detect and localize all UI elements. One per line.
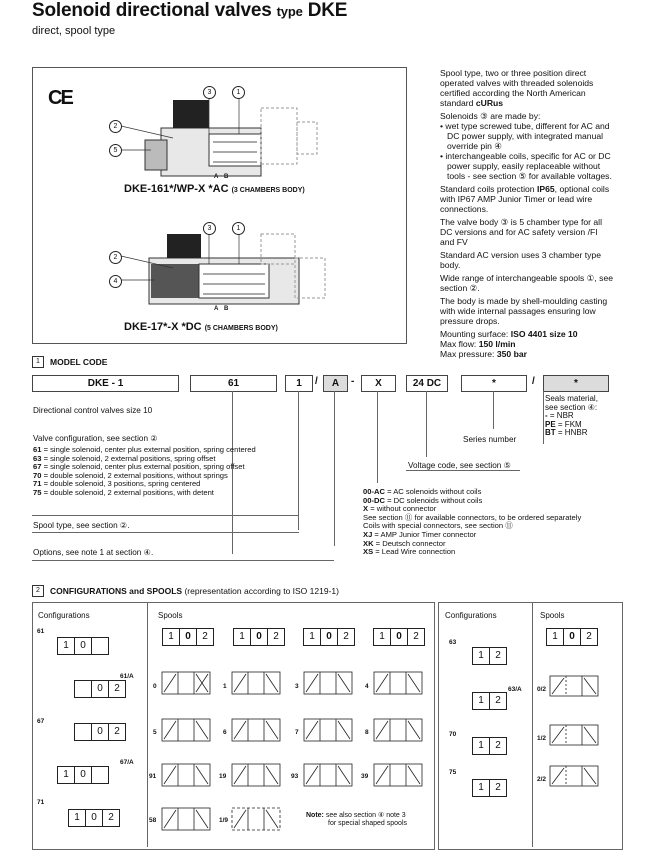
bottom-valve-drawing [121, 226, 325, 304]
connector-xk: XK = Deutsch connector [363, 538, 446, 548]
right-spools-label: Spools [540, 611, 565, 620]
callout-body: 3 [203, 86, 216, 99]
config-67-symbol: 0 2 [74, 723, 126, 741]
spool-6: 6 [223, 729, 227, 736]
spool-0: 0 [153, 683, 157, 690]
config-line-63: 63 = single solenoid, 2 external positions, spring offset [33, 453, 216, 463]
spool-3: 3 [295, 683, 299, 690]
separator-slash-2: / [532, 376, 535, 387]
config-61a-symbol: 0 2 [74, 680, 126, 698]
callout-coil: 5 [109, 144, 122, 157]
desc-flow: Max flow: 150 l/min [440, 339, 516, 349]
config-line-67: 67 = single solenoid, center plus external position, spring offset [33, 462, 245, 472]
port-a-label: A [214, 174, 219, 180]
callout-spool-bottom: 1 [232, 222, 245, 235]
description-text [440, 68, 613, 359]
spool-93: 93 [291, 773, 299, 780]
desc-pressure: Max pressure: 350 bar [440, 349, 527, 359]
left-spools-label: Spools [158, 611, 183, 620]
callout-solenoid: 2 [109, 120, 122, 133]
label-options: Options, see note 1 at section ④. [33, 548, 154, 557]
config-list [33, 446, 256, 498]
config-70-symbol: 1 2 [472, 737, 507, 755]
spool-header-box-right: 1 0 2 [546, 628, 598, 646]
config-61-symbol: 1 0 [57, 637, 109, 655]
code-box-dke: DKE - 1 [32, 375, 179, 392]
code-box-spool: 1 [285, 375, 313, 392]
connector-block [363, 488, 581, 557]
port-a-label-bottom: A [214, 306, 219, 312]
ce-mark: CE [48, 87, 72, 109]
config-75-symbol: 1 2 [472, 779, 507, 797]
desc-p1: Spool type, two or three position direct operated valves with threaded solenoids certified according the North American standard cURus [440, 68, 594, 108]
connector-xj: XJ = AMP Junior Timer connector [363, 529, 477, 539]
config-line-70: 70 = double solenoid, 2 external positions, without springs [33, 470, 228, 480]
model-code-heading: MODEL CODE [50, 357, 108, 367]
desc-p3: Standard coils protection IP65, optional coils with IP67 AMP Junior Timer or lead wire connections. [440, 184, 610, 214]
separator-dash: - [351, 376, 355, 387]
spool-header-box-2: 1 0 2 [233, 628, 285, 646]
config-63a-symbol: 1 2 [472, 692, 507, 710]
config-label-67a: 67/A [120, 759, 134, 766]
config-label-71: 71 [37, 799, 45, 806]
config-71-symbol: 1 0 2 [68, 809, 120, 827]
connector-note-1: See section ⑪ for available connectors, to be ordered separately [363, 512, 582, 522]
desc-bullet-2: • interchangeable coils, specific for AC or DC power supply, easily replaceable without tools - see section ⑤ for available voltages. [440, 151, 612, 181]
top-valve-drawing [121, 86, 317, 176]
callout-solenoid-bottom: 2 [109, 251, 122, 264]
top-figure-caption: DKE-161*/WP-X *AC (3 CHAMBERS BODY) [124, 183, 305, 195]
separator-slash-1: / [315, 376, 318, 387]
code-box-voltage: 24 DC [406, 375, 448, 392]
config-line-71: 71 = double solenoid, 3 positions, spring centered [33, 479, 201, 489]
left-configurations-label: Configurations [38, 611, 90, 620]
spool-19: 19 [219, 773, 227, 780]
config-label-67: 67 [37, 718, 45, 725]
port-b-label: B [224, 174, 229, 180]
spool-58: 58 [149, 817, 157, 824]
label-series-number: Series number [463, 435, 517, 444]
seals-block: Seals material, see section ④: - = NBR PE = FKM BT = HNBR [545, 395, 607, 438]
spool-header-box-4: 1 0 2 [373, 628, 425, 646]
config-label-63a: 63/A [508, 686, 522, 693]
config-line-61: 61 = single solenoid, center plus external position, spring centered [33, 445, 256, 454]
seal-hnbr: BT = HNBR [545, 428, 588, 438]
spool-8: 8 [365, 729, 369, 736]
spool-5: 5 [153, 729, 157, 736]
desc-mounting: Mounting surface: ISO 4401 size 10 [440, 329, 578, 339]
code-box-option: A [323, 375, 348, 392]
connector-00ac: 00-AC = AC solenoids without coils [363, 487, 482, 496]
seal-nbr: - = NBR [545, 411, 574, 421]
section-2-number: 2 [32, 585, 44, 597]
desc-bullet-1: • wet type screwed tube, different for AC and DC power supply, with integrated manual override pin ④ [440, 121, 610, 151]
configurations-heading: CONFIGURATIONS and SPOOLS (representation according to ISO 1219-1) [50, 586, 339, 596]
desc-p6: Wide range of interchangeable spools ①, see section ②. [440, 273, 613, 293]
code-box-config: 61 [190, 375, 277, 392]
desc-p5: Standard AC version uses 3 chamber type body. [440, 250, 601, 270]
config-label-61a: 61/A [120, 673, 134, 680]
desc-p4: The valve body ③ is 5 chamber type for all DC versions and for AC safety version /FI and FV [440, 217, 602, 247]
callout-override-bottom: 4 [109, 275, 122, 288]
port-b-label-bottom: B [224, 306, 229, 312]
spool-0-2: 0/2 [537, 686, 547, 693]
spool-2-2: 2/2 [537, 776, 547, 783]
section-1-number: 1 [32, 356, 44, 368]
spool-1: 1 [223, 683, 227, 690]
connector-00dc: 00-DC = DC solenoids without coils [363, 495, 483, 505]
config-label-75: 75 [449, 769, 457, 776]
spool-91: 91 [149, 773, 157, 780]
callout-body-bottom: 3 [203, 222, 216, 235]
spool-note: Note: see also section ④ note 3 for special shaped spools [306, 812, 407, 827]
config-line-75: 75 = double solenoid, 2 external positions, with detent [33, 487, 214, 497]
spool-header-box-3: 1 0 2 [303, 628, 355, 646]
config-67a-symbol: 1 0 [57, 766, 109, 784]
config-label-61: 61 [37, 628, 45, 635]
code-box-seals: * [543, 375, 609, 392]
code-box-series: * [461, 375, 527, 392]
label-main-series: Directional control valves size 10 [33, 406, 153, 415]
seal-fkm: PE = FKM [545, 419, 582, 429]
page-subtitle: direct, spool type [32, 25, 116, 37]
desc-p2: Solenoids ③ are made by: [440, 111, 541, 121]
spool-4: 4 [365, 683, 369, 690]
desc-p7: The body is made by shell-moulding casting with wide internal passages ensuring low pressure drops. [440, 296, 608, 326]
connector-xs: XS = Lead Wire connection [363, 547, 456, 557]
config-63-symbol: 1 2 [472, 647, 507, 665]
connector-note-2: Coils with special connectors, see section ⑪ [363, 521, 513, 531]
connector-x: X = without connector [363, 504, 437, 514]
bottom-figure-caption: DKE-17*-X *DC (5 CHAMBERS BODY) [124, 321, 278, 333]
spool-symbols-right [534, 670, 618, 790]
config-label-70: 70 [449, 731, 457, 738]
code-box-connector: X [361, 375, 396, 392]
label-config-heading: Valve configuration, see section ② [33, 434, 158, 443]
spool-header-box-1: 1 0 2 [162, 628, 214, 646]
right-configurations-label: Configurations [445, 611, 497, 620]
config-label-63: 63 [449, 639, 457, 646]
callout-spool: 1 [232, 86, 245, 99]
page-title: Solenoid directional valves type DKE [32, 0, 348, 21]
spool-7: 7 [295, 729, 299, 736]
valve-illustration [33, 68, 405, 342]
spool-39: 39 [361, 773, 369, 780]
label-spool-type: Spool type, see section ②. [33, 521, 130, 530]
spool-1-9: 1/9 [219, 817, 229, 824]
spool-1-2: 1/2 [537, 735, 547, 742]
label-voltage: Voltage code, see section ⑤ [408, 461, 511, 470]
